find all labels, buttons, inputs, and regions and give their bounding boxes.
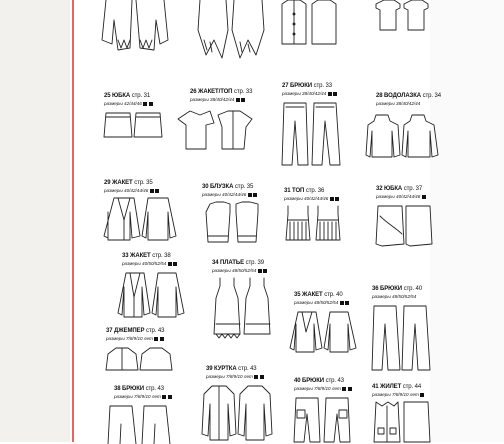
item-sizes: размеры 7/8/9/10 лет — [114, 394, 161, 399]
right-margin — [430, 0, 504, 442]
skirt-sketch — [376, 204, 432, 248]
sketch-top-2 — [196, 0, 266, 62]
item-title: 36 БРЮКИ — [372, 286, 403, 292]
sketch-top-1 — [100, 0, 170, 60]
item-title: 34 ПЛАТЬЕ — [212, 260, 244, 266]
item-sizes: размеры 42/44/46 — [104, 101, 142, 106]
turtleneck-sketch — [366, 113, 440, 159]
item-sizes: размеры 38/40/42/44 — [282, 91, 327, 96]
blouse-sketch — [202, 202, 262, 246]
item-title: 37 ДЖЕМПЕР — [106, 328, 145, 334]
top-sketch — [284, 206, 344, 242]
item-title: 31 ТОП — [284, 188, 305, 194]
item-title: 26 ЖАКЕТ/ТОП — [190, 89, 233, 95]
scanner-edge — [0, 0, 70, 442]
item-title: 28 ВОДОЛАЗКА — [376, 93, 422, 99]
trousers-sketch — [108, 404, 176, 444]
trousers-sketch — [294, 396, 354, 442]
item-sizes: размеры 7/8/9/10 лет — [294, 386, 341, 391]
item-sizes: размеры 48/50/52/54 — [212, 268, 257, 273]
item-sizes: размеры 40/42/44/46 — [284, 196, 329, 201]
item-sizes: размеры 7/8/9/10 лет — [372, 392, 419, 397]
jacket-sketch — [118, 271, 186, 319]
item-title: 30 БЛУЗКА — [202, 184, 234, 190]
jacket-sketch — [104, 196, 180, 242]
trousers-sketch — [282, 101, 342, 167]
item-sizes: размеры 7/8/9/10 лет — [206, 374, 253, 379]
jacket-sketch — [202, 384, 274, 442]
item-title: 40 БРЮКИ — [294, 378, 325, 384]
item-title: 39 КУРТКА — [206, 366, 237, 372]
item-title: 29 ЖАКЕТ — [104, 180, 133, 186]
vest-sketch — [372, 402, 432, 442]
item-sizes: размеры 48/50/52/54 — [294, 300, 339, 305]
sketch-top-3 — [280, 0, 340, 48]
dress-sketch — [212, 278, 272, 340]
item-title: 41 ЖИЛЕТ — [372, 384, 402, 390]
sketch-top-4 — [372, 0, 432, 36]
item-sizes: размеры 40/42/44/46 — [376, 194, 421, 199]
item-title: 35 ЖАКЕТ — [294, 292, 323, 298]
item-sizes: размеры 38/40/42/44 — [376, 101, 421, 106]
item-title: 38 БРЮКИ — [114, 386, 145, 392]
item-sizes: размеры 48/50/52/54 — [372, 294, 417, 299]
item-title: 25 ЮБКА — [104, 93, 131, 99]
item-sizes: размеры 7/8/9/10 лет — [106, 336, 153, 341]
trousers-sketch — [372, 304, 432, 372]
jumper-sketch — [106, 346, 172, 372]
jacket-sketch — [290, 310, 358, 354]
item-sizes: размеры 40/50/52/54 — [122, 261, 167, 266]
skirt-sketch — [104, 111, 164, 141]
item-sizes: размеры 40/42/44/46 — [202, 192, 247, 197]
jacket-top-sketch — [176, 109, 256, 153]
item-title: 32 ЮБКА — [376, 186, 403, 192]
item-sizes: размеры 38/40/42/44 — [190, 97, 235, 102]
item-sizes: размеры 40/42/44/46 — [104, 188, 149, 193]
item-title: 33 ЖАКЕТ — [122, 253, 151, 259]
item-title: 27 БРЮКИ — [282, 83, 313, 89]
